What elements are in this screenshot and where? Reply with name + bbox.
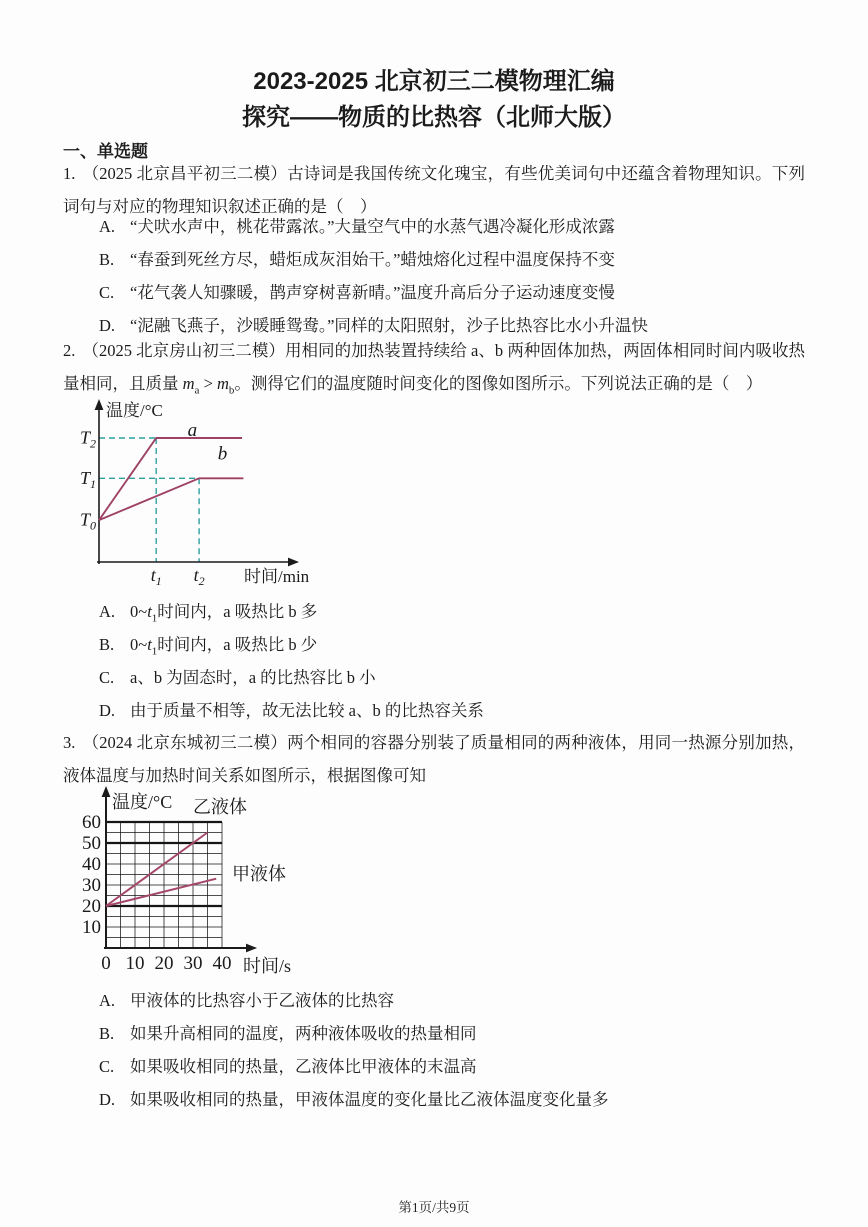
svg-text:30: 30: [183, 953, 203, 974]
question-3-stem: [63, 726, 805, 792]
svg-text:温度/°C: 温度/°C: [112, 792, 173, 812]
page-title-line1: 2023-2025 北京初三二模物理汇编: [253, 68, 615, 95]
option-label: C.: [99, 1057, 115, 1076]
question-1-stem-text: （2025 北京昌平初三二模）古诗词是我国传统文化瑰宝，有些优美词句中还蕴含着物理知识。下列词句与对应的物理知识叙述正确的是（ ）: [63, 164, 805, 216]
option-text: “春蚕到死丝方尽，蜡炬成灰泪始干。”蜡烛熔化过程中温度保持不变: [130, 250, 615, 269]
option-text: 甲液体的比热容小于乙液体的比热容: [130, 991, 394, 1010]
option-label: C.: [99, 283, 115, 302]
svg-text:t1: $t_1$: [150, 565, 162, 588]
svg-text:乙液体: 乙液体: [193, 797, 247, 817]
option-row: [99, 243, 648, 276]
svg-text:温度/°C: 温度/°C: [106, 401, 163, 420]
svg-text:10: 10: [125, 953, 145, 974]
option-text: 如果吸收相同的热量，甲液体温度的变化量比乙液体温度变化量多: [130, 1090, 609, 1109]
option-text: a、b 为固态时，a 的比热容比 b 小: [130, 668, 376, 687]
option-text: “泥融飞燕子，沙暖睡鸳鸯。”同样的太阳照射，沙子比热容比水小升温快: [130, 316, 648, 335]
svg-text:T2: $T_2$: [79, 427, 96, 451]
temperature-time-chart-q2: [70, 398, 350, 593]
option-label: B.: [99, 635, 115, 654]
option-label: D.: [99, 701, 116, 720]
option-row: [99, 276, 648, 309]
question-2-number: 2.: [63, 341, 76, 360]
option-row: [99, 1017, 609, 1050]
option-row: [99, 595, 484, 628]
option-text: 如果升高相同的温度，两种液体吸收的热量相同: [130, 1024, 477, 1043]
svg-text:0: 0: [101, 953, 111, 974]
option-label: C.: [99, 668, 115, 687]
svg-text:40: 40: [82, 854, 101, 875]
svg-text:时间/s: 时间/s: [243, 956, 292, 976]
question-3-options: [99, 984, 609, 1116]
option-row: [99, 1050, 609, 1083]
option-text: $0\sim t_1$时间内，a 吸热比 b 少: [130, 635, 318, 658]
question-2-options: [99, 595, 484, 727]
svg-text:t2: $t_2$: [193, 565, 205, 588]
option-label: A.: [99, 217, 116, 236]
question-2-stem: [63, 334, 805, 407]
svg-text:40: 40: [212, 953, 232, 974]
question-1-options: [99, 210, 648, 342]
svg-text:50: 50: [82, 833, 101, 854]
option-text: 由于质量不相等，故无法比较 a、b 的比热容关系: [130, 701, 484, 720]
option-text: 如果吸收相同的热量，乙液体比甲液体的末温高: [130, 1057, 477, 1076]
question-1-number: 1.: [63, 164, 76, 183]
option-label: B.: [99, 250, 115, 269]
option-text: “犬吠水声中，桃花带露浓。”大量空气中的水蒸气遇冷凝化形成浓露: [130, 217, 615, 236]
svg-text:b: b: [217, 443, 228, 465]
svg-text:60: 60: [82, 812, 101, 833]
option-row: [99, 210, 648, 243]
option-label: A.: [99, 991, 116, 1010]
question-2-stem-text: （2025 北京房山初三二模）用相同的加热装置持续给 a、b 两种固体加热，两固体相同时间内吸收热量相同，且质量 $m_a > m_b$。测得它们的温度随时间变化的图像如图所示。下列说法正确的是（ ）: [63, 341, 805, 397]
option-row: [99, 1083, 609, 1116]
page-footer: 第1页/共9页: [398, 1200, 470, 1215]
svg-text:20: 20: [82, 896, 101, 917]
question-2-graph: [70, 398, 350, 598]
question-3-graph: [60, 786, 370, 987]
option-label: D.: [99, 1090, 116, 1109]
option-row: [99, 628, 484, 661]
question-3-stem-text: （2024 北京东城初三二模）两个相同的容器分别装了质量相同的两种液体，用同一热源分别加热，液体温度与加热时间关系如图所示，根据图像可知: [63, 733, 805, 785]
option-row: [99, 694, 484, 727]
temperature-time-chart-q3: [60, 786, 370, 982]
svg-text:a: a: [187, 419, 198, 441]
svg-text:20: 20: [154, 953, 174, 974]
svg-text:30: 30: [82, 875, 101, 896]
option-text: “花气袭人知骤暖，鹊声穿树喜新晴。”温度升高后分子运动速度变慢: [130, 283, 615, 302]
option-row: [99, 984, 609, 1017]
svg-text:甲液体: 甲液体: [232, 864, 286, 884]
svg-text:T0: $T_0$: [79, 509, 96, 533]
svg-text:T1: $T_1$: [79, 467, 96, 491]
svg-text:时间/min: 时间/min: [244, 567, 310, 586]
page-title-line2: 探究——物质的比热容（北师大版）: [242, 104, 626, 131]
svg-text:10: 10: [82, 917, 101, 938]
question-3-number: 3.: [63, 733, 76, 752]
section-header: 一、单选题: [63, 142, 148, 161]
option-label: D.: [99, 316, 116, 335]
option-text: $0\sim t_1$时间内，a 吸热比 b 多: [130, 602, 318, 625]
option-label: B.: [99, 1024, 115, 1043]
option-label: A.: [99, 602, 116, 621]
option-row: [99, 661, 484, 694]
